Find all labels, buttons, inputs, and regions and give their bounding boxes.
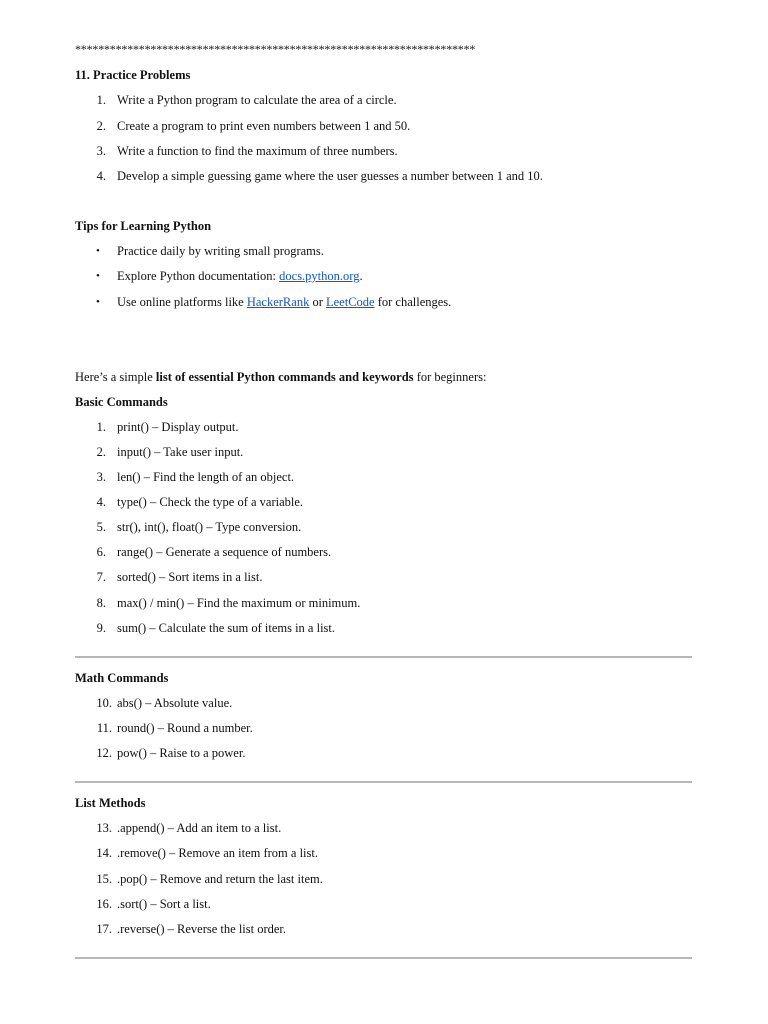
list-number: 7. — [96, 570, 106, 584]
list-number: 6. — [96, 545, 106, 559]
list-number: 8. — [96, 596, 106, 610]
list-text: str(), int(), float() – Type conversion. — [117, 520, 302, 534]
list-text: Write a Python program to calculate the area of a circle. — [117, 93, 397, 107]
list-number: 4. — [96, 169, 106, 183]
bullet-icon: • — [96, 270, 100, 282]
math-commands-heading: Math Commands — [75, 671, 169, 685]
list-text: range() – Generate a sequence of numbers. — [117, 545, 332, 559]
list-number: 12. — [96, 746, 112, 760]
intro-text: Here’s a simple — [75, 370, 156, 384]
intro-text: for beginners: — [413, 370, 487, 384]
list-text: Write a function to find the maximum of three numbers. — [117, 144, 398, 158]
list-number: 1. — [96, 420, 106, 434]
intro-bold-text: list of essential Python commands and keywords — [155, 370, 414, 384]
docs-python-link[interactable]: docs.python.org — [279, 269, 360, 283]
leetcode-link[interactable]: LeetCode — [326, 295, 375, 309]
bullet-icon: • — [96, 296, 100, 308]
list-text: len() – Find the length of an object. — [117, 470, 295, 484]
bullet-icon: • — [96, 245, 100, 257]
list-text: pow() – Raise to a power. — [117, 746, 246, 760]
list-number: 9. — [96, 621, 106, 635]
separator-line: ********************************************************************* — [75, 42, 476, 56]
list-number: 11. — [96, 721, 112, 735]
list-text: round() – Round a number. — [117, 721, 253, 735]
list-number: 13. — [96, 821, 112, 835]
tips-heading: Tips for Learning Python — [75, 219, 212, 233]
list-number: 3. — [96, 144, 106, 158]
list-number: 2. — [96, 119, 106, 133]
intro-paragraph — [75, 370, 486, 385]
tips-text: for challenges. — [374, 295, 452, 309]
list-number: 3. — [96, 470, 106, 484]
list-text: .sort() – Sort a list. — [117, 897, 211, 911]
list-number: 4. — [96, 495, 106, 509]
list-text: .remove() – Remove an item from a list. — [117, 846, 318, 860]
list-text: print() – Display output. — [117, 420, 239, 434]
list-number: 15. — [96, 872, 112, 886]
list-text: Develop a simple guessing game where the user guesses a number between 1 and 10. — [117, 169, 543, 183]
tips-item-daily: Practice daily by writing small programs. — [117, 244, 324, 258]
tips-item-docs — [117, 269, 363, 284]
list-text: .pop() – Remove and return the last item. — [117, 872, 323, 886]
list-number: 10. — [96, 696, 112, 710]
list-text: input() – Take user input. — [117, 445, 244, 459]
list-number: 14. — [96, 846, 112, 860]
tips-text: . — [359, 269, 363, 283]
horizontal-divider — [75, 656, 692, 658]
list-text: sum() – Calculate the sum of items in a list. — [117, 621, 336, 635]
tips-text: Explore Python documentation: — [117, 269, 280, 283]
list-text: abs() – Absolute value. — [117, 696, 233, 710]
list-number: 16. — [96, 897, 112, 911]
list-text: .append() – Add an item to a list. — [117, 821, 282, 835]
list-number: 17. — [96, 922, 112, 936]
list-text: max() / min() – Find the maximum or minimum. — [117, 596, 361, 610]
list-methods-heading: List Methods — [75, 796, 146, 810]
tips-text: or — [309, 295, 326, 309]
list-text: .reverse() – Reverse the list order. — [117, 922, 287, 936]
practice-problems-heading: 11. Practice Problems — [75, 68, 191, 82]
list-text: Create a program to print even numbers between 1 and 50. — [117, 119, 411, 133]
horizontal-divider — [75, 781, 692, 783]
list-text: type() – Check the type of a variable. — [117, 495, 304, 509]
basic-commands-heading: Basic Commands — [75, 395, 168, 409]
list-number: 2. — [96, 445, 106, 459]
horizontal-divider — [75, 957, 692, 959]
list-text: sorted() – Sort items in a list. — [117, 570, 263, 584]
hackerrank-link[interactable]: HackerRank — [246, 295, 310, 309]
tips-item-platforms — [117, 295, 451, 310]
list-number: 1. — [96, 93, 106, 107]
tips-text: Use online platforms like — [117, 295, 247, 309]
list-number: 5. — [96, 520, 106, 534]
